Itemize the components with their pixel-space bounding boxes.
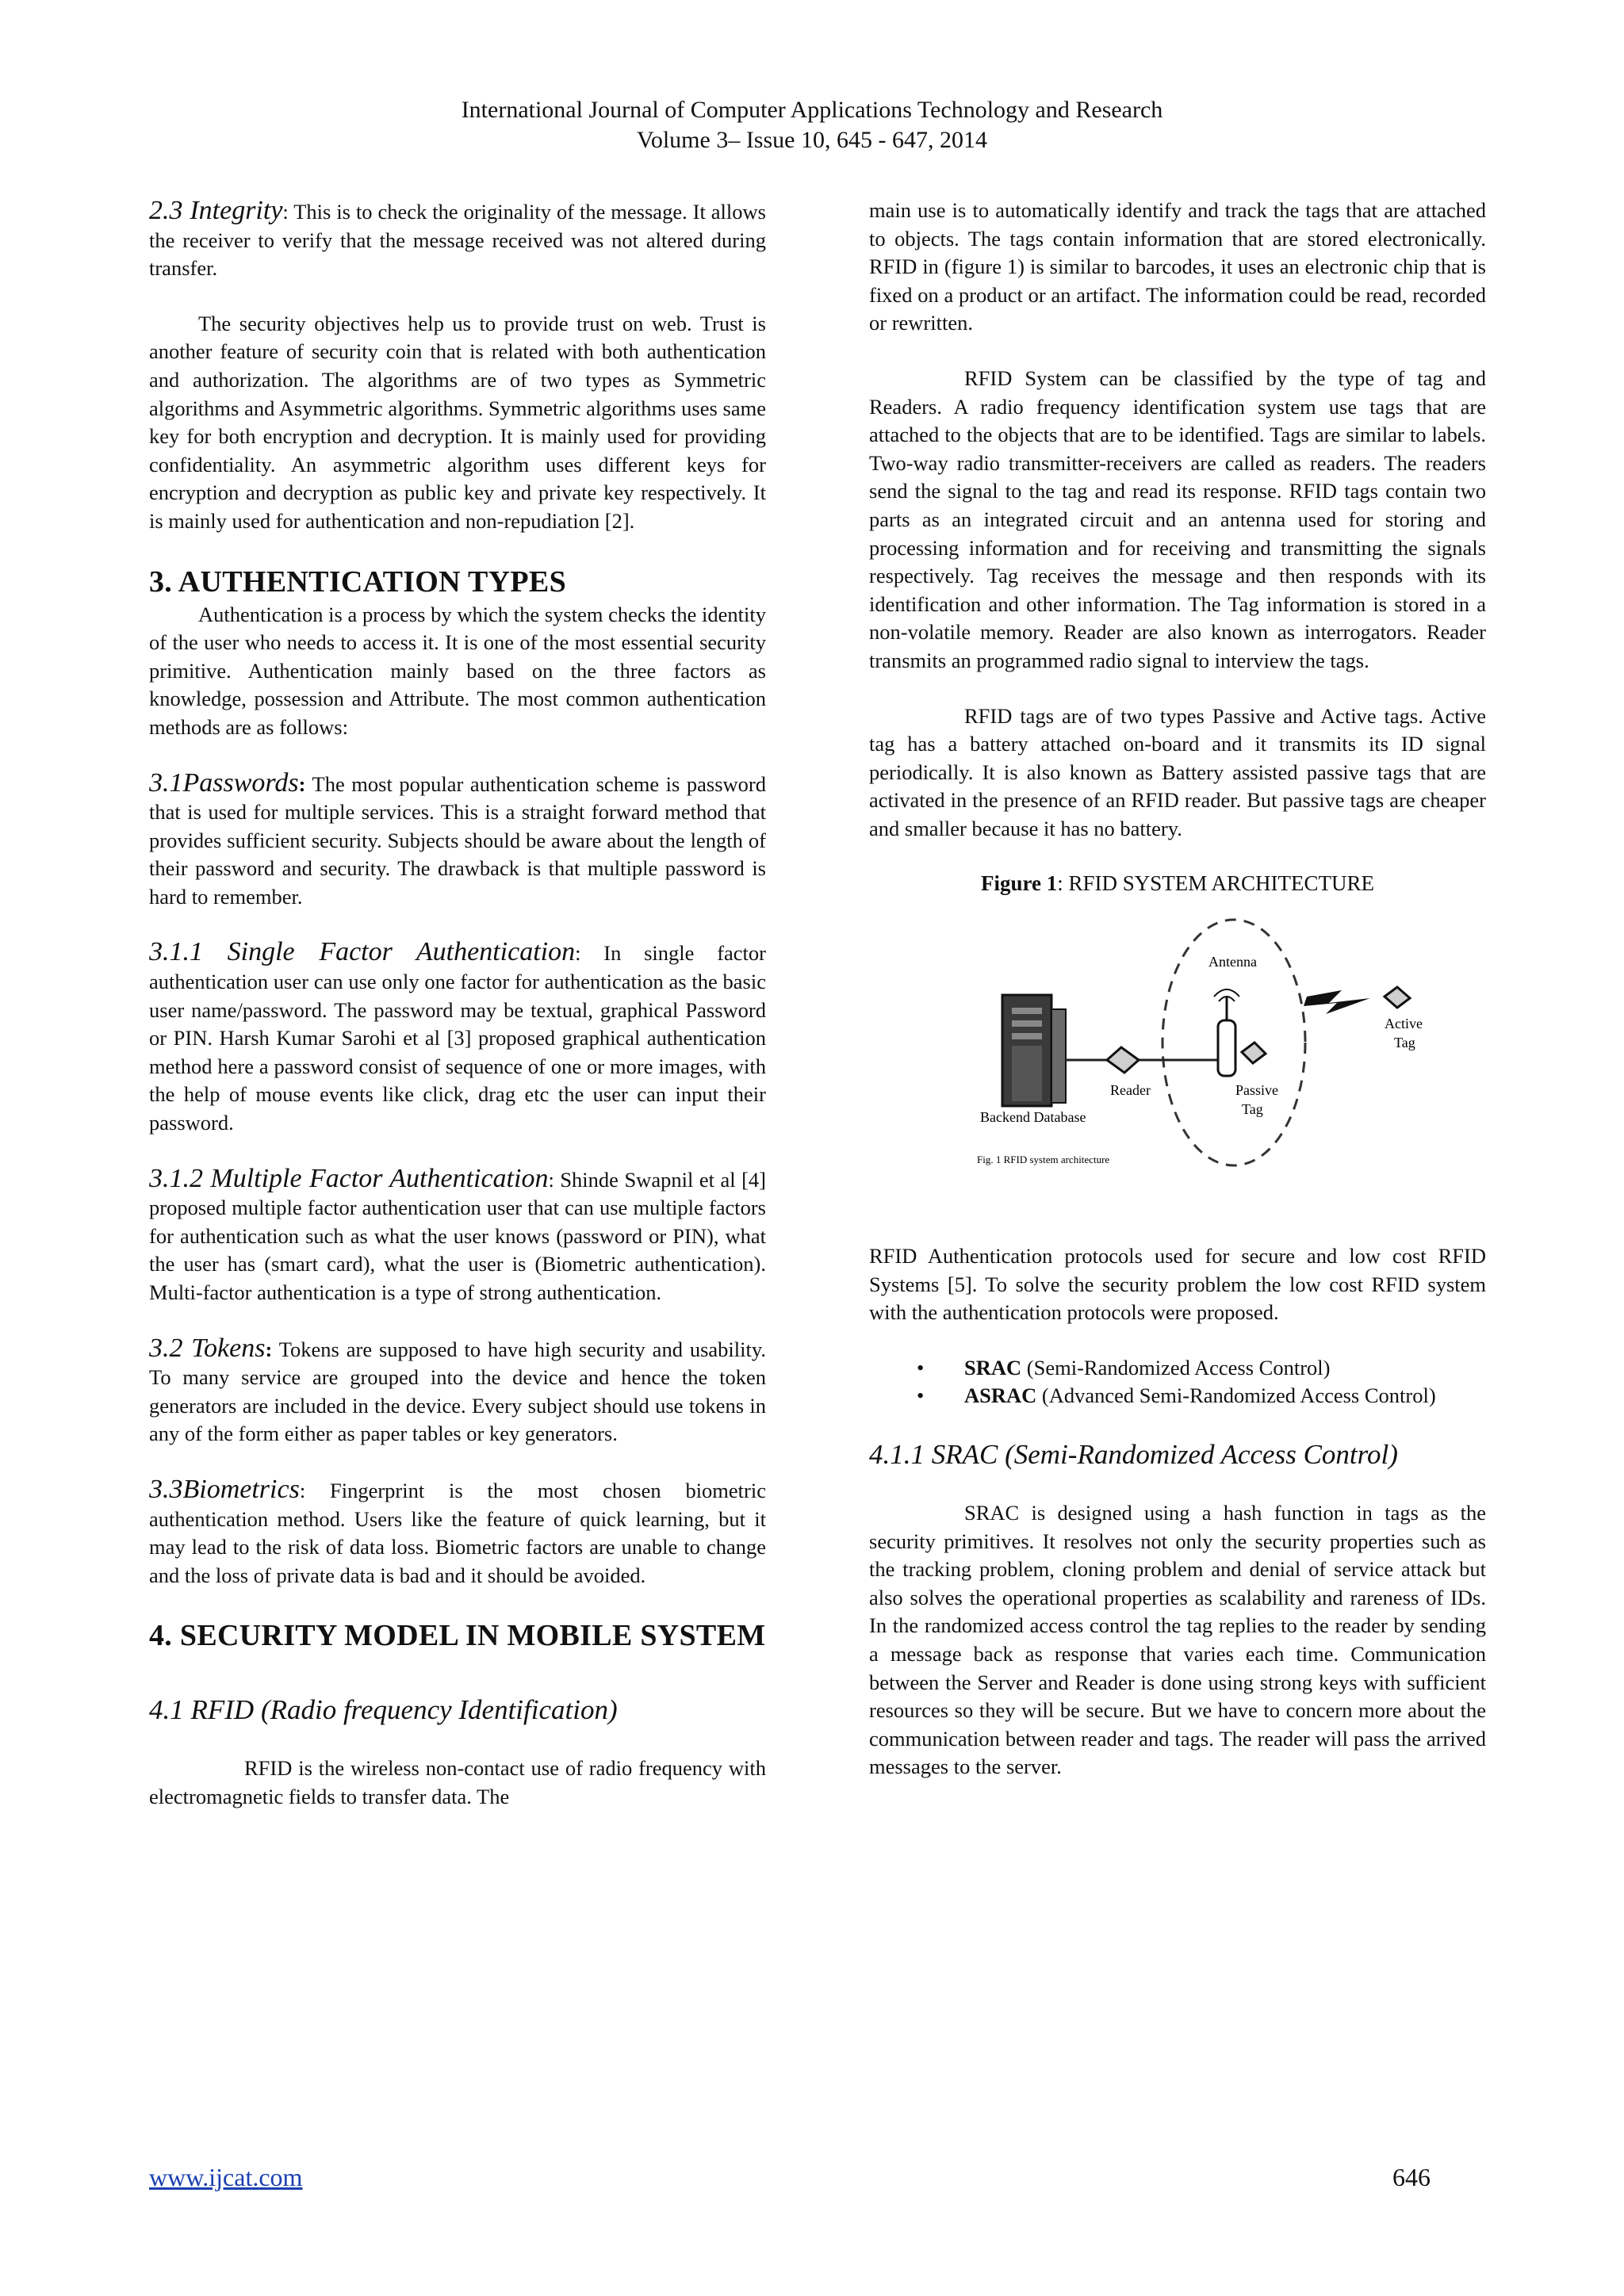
passive-tag-label-1: Passive <box>1235 1082 1278 1099</box>
backend-label: Backend Database <box>980 1109 1086 1126</box>
section-3-heading: 3. AUTHENTICATION TYPES <box>149 564 567 599</box>
biometrics-paragraph: 3.3Biometrics: Fingerprint is the most chosen biometric authentication method. Users like the feature of quick learning, but it may lead to the risk of data loss. Biometric factors are unable to change and the loss of private data is bad and it should be avoided. <box>149 1474 766 1587</box>
figure-inner-caption: Fig. 1 RFID system architecture <box>977 1154 1110 1166</box>
protocol-list <box>869 1354 1486 1410</box>
passive-tag-icon <box>1242 1043 1266 1063</box>
biometrics-heading: 3.3Biometrics <box>149 1474 300 1504</box>
multi-factor-heading: 3.1.2 Multiple Factor Authentication <box>149 1163 549 1193</box>
protocols-paragraph: RFID Authentication protocols used for secure and low cost RFID Systems [5]. To solve the security problem the low cost RFID system with the authentication protocols were proposed. <box>869 1244 1486 1325</box>
rfid-paragraph: RFID is the wireless non-contact use of radio frequency with electromagnetic fields to transfer data. The <box>149 1756 766 1808</box>
active-tag-label-1: Active <box>1385 1016 1423 1032</box>
list-item: • SRAC (Semi-Randomized Access Control) <box>869 1354 1486 1383</box>
rfid-system-paragraph: RFID System can be classified by the type of tag and Readers. A radio frequency identification system use tags that are attached to the objects that are to be identified. Tags are similar to labels. Two-way radio transmitter-receivers are called as readers. The readers send the signal to the tag and read its response. RFID tags contain two parts as an integrated circuit and an antenna used for storing and processing information and for receiving and transmitting the signals respectively. Tag receives the message and then responds with its identification and other information. The Tag information is stored in a non-volatile memory. Reader are also known as interrogators. Reader transmits an programmed radio signal to interview the tags. <box>869 365 1486 672</box>
list-item: • ASRAC (Advanced Semi-Randomized Access Control) <box>869 1382 1486 1410</box>
rfid-diagram <box>869 909 1486 1242</box>
integrity-paragraph: 2.3 Integrity: This is to check the originality of the message. It allows the receiver to verify that the message received was not altered during transfer. <box>149 196 766 281</box>
bullet-icon: • <box>917 1383 925 1408</box>
journal-website-link[interactable]: www.ijcat.com <box>149 2163 303 2191</box>
multi-factor-paragraph: 3.1.2 Multiple Factor Authentication: Shinde Swapnil et al [4] proposed multiple factor authentication user that can use multiple factors for authentication such as what the user knows (password or PIN), what the user has (smart card), what the user is (Biometric authentication). Multi-factor authentication is a type of strong authentication. <box>149 1163 766 1304</box>
antenna-label: Antenna <box>1208 954 1257 970</box>
auth-paragraph: Authentication is a process by which the system checks the identity of the user who needs to access it. It is one of the most essential security primitive. Authentication mainly based on the three factors as knowledge, possession and Attribute. The most common authentication methods are as follows: <box>149 602 766 739</box>
antenna-icon <box>1214 989 1239 1076</box>
left-column <box>149 197 766 1812</box>
reader-label: Reader <box>1110 1082 1151 1099</box>
srac-paragraph: SRAC is designed using a hash function in tags as the security primitives. It resolves not only the security properties such as the tracking problem, cloning problem and denial of service attack but also solves the operational properties as scalability and rareness of IDs. In the randomized access control the tag replies to the reader by sending a message back as response that varies each time. Communication between the Server and Reader is done using strong keys with sufficient resources so they will be secure. But we have to concern more about the communication between reader and tags. The reader will pass the arrived messages to the server. <box>869 1501 1486 1779</box>
page-number: 646 <box>1392 2163 1431 2191</box>
active-tag-icon <box>1385 987 1410 1008</box>
journal-volume: Volume 3– Issue 10, 645 - 647, 2014 <box>637 127 987 153</box>
backend-database-icon <box>1002 995 1066 1106</box>
passwords-heading: 3.1Passwords <box>149 767 299 798</box>
tokens-heading: 3.2 Tokens <box>149 1333 266 1363</box>
integrity-heading: 2.3 Integrity <box>149 196 283 225</box>
srac-heading: 4.1.1 SRAC (Semi-Randomized Access Control) <box>869 1439 1398 1471</box>
bullet-icon: • <box>917 1355 925 1380</box>
tokens-paragraph: 3.2 Tokens: Tokens are supposed to have high security and usability. To many service are grouped into the device and hence the token generators are included in the device. Every subject should use tokens in any of the form either as paper tables or key generators. <box>149 1333 767 1446</box>
section-4-heading: 4. SECURITY MODEL IN MOBILE SYSTEM <box>149 1619 766 1653</box>
passwords-paragraph: 3.1Passwords: The most popular authentication scheme is password that is used for multiple services. This is a straight forward method that provides sufficient security. Subjects should be aware about the length of their password and security. The drawback is that multiple password is hard to remember. <box>149 767 766 909</box>
trust-paragraph: The security objectives help us to provide trust on web. Trust is another feature of security coin that is related with both authentication and authorization. The algorithms are of two types as Symmetric algorithms and Asymmetric algorithms. Symmetric algorithms uses same key for both encryption and decryption. It is mainly used for providing confidentiality. An asymmetric algorithm uses different keys for encryption and decryption as public key and private key respectively. It is mainly used for authentication and non-repudiation [2]. <box>149 311 766 533</box>
signal-lightning-icon <box>1304 990 1370 1014</box>
rfid-heading: 4.1 RFID (Radio frequency Identification) <box>149 1694 618 1726</box>
journal-header <box>0 95 1624 155</box>
right-column <box>869 197 1486 1781</box>
active-tag-label-2: Tag <box>1394 1035 1415 1051</box>
single-factor-paragraph: 3.1.1 Single Factor Authentication: In single factor authentication user can use only one factor for authentication as the basic user name/password. The password may be textual, graphical Password or PIN. Harsh Kumar Sarohi et al [3] proposed graphical authentication method here a password consist of sequence of one or more images, with the help of mouse events like click, drag etc the user can input their password. <box>149 937 766 1135</box>
rfid-tags-paragraph: RFID tags are of two types Passive and Active tags. Active tag has a battery attached on-board and it transmits its ID signal periodically. It is also known as Battery assisted passive tags that are activated in the presence of an RFID reader. But passive tags are cheaper and smaller because it has no battery. <box>869 703 1486 840</box>
journal-title: International Journal of Computer Applications Technology and Research <box>461 97 1163 123</box>
rfid-continued-paragraph: main use is to automatically identify and track the tags that are attached to objects. The tags contain information that are stored electronically. RFID in (figure 1) is similar to barcodes, it uses an electronic chip that is fixed on a product or an artifact. The information could be read, recorded or rewritten. <box>869 198 1486 335</box>
single-factor-heading: 3.1.1 Single Factor Authentication <box>149 937 576 967</box>
reader-icon <box>1107 1047 1139 1073</box>
figure-caption: Figure 1: RFID SYSTEM ARCHITECTURE <box>980 871 1375 896</box>
rfid-architecture-figure <box>869 909 1486 1242</box>
passive-tag-label-2: Tag <box>1242 1101 1263 1118</box>
